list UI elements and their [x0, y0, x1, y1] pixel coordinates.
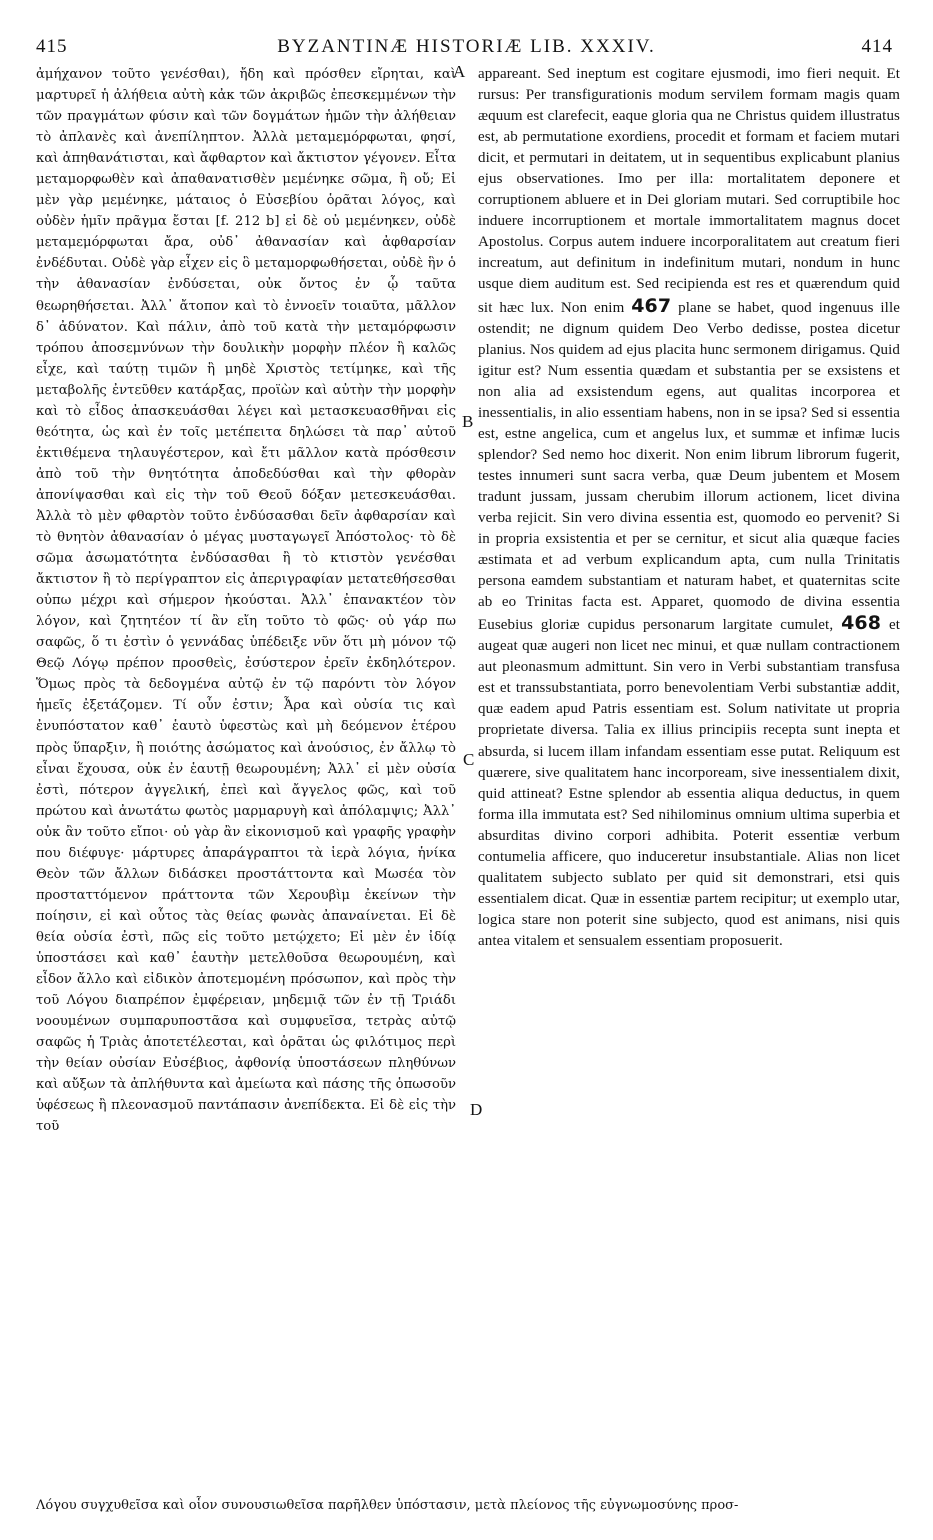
bottom-greek-line: Λόγου συγχυθεῖσα καὶ οἷον συνουσιωθεῖσα παρῆλθεν ὑπόστασιν, μετὰ πλείονος τῆς εὐγνωμοσύνης προσ-: [36, 1498, 739, 1513]
page-mark-467: 467: [631, 294, 672, 317]
latin-text-part-2: plane se habet, quod ingenuus ille ostendit; ne dignum quidem Deo Verbo dedisse, postea dicetur planius. Nos quidem ad ejus placita hunc sermonem dirigamus. Quid igitur est? Num essentia quædam et substantia per se exsistens et non alia ad exsistendum egens, aut qualitas incorporea et inessentialis, in alio essentiam habens, non in se ipsa? Sed si essentia est, estne angelica, cum et angelus lux, et summæ et infimæ lucis splendor? Sed nemo hoc dixerit. Non enim librum librorum fugerit, testes innumeri sunt sacra verba, quæ Deum jubentem et Mosem tradunt jussam, jussam cherubim illorum actionem, licet divina verba rejicit. Sin vero divina essentia est, quomodo eo pervenit? Si in propria exsistentia et per se cernitur, et sicut alia quæque facies æstimata et ad verbum explicandum apta, cum nulla Trinitatis persona eamdem substantiam et naturam habet, et quaternitas scite ab eo Trinitas facta est. Apparet, quomodo de divina essentia Eusebius gloriæ cupidus personarum largitate cumulet,: [478, 299, 900, 634]
page-mark-468: 468: [841, 612, 882, 635]
section-marker-a: A: [453, 62, 466, 81]
latin-text-part-3: et augeat quæ augeri non licet nec minui, et quæ nullam contractionem aut pleonasmum admittunt. Sin vero in Verbi substantiam transfusa est et transsubstantiata, porro benevolentiam Verbi substantiæ addit, quæ eadem apud Patris essentiam est. Solum nativitate ut propria proprietate diversa. Talia ex illius principiis recepta sunt inepta et absurda, si lucem illam infandam essentiam esse putat. Reliquum est quærere, sive qualitatem hanc incorpoream, sive inessentialem dixit, quid attineat? Estne splendor ab essentia aliqua deductus, in quem forma illa immutata est? Sed nihilominus omnium ultima superbia et absurditas divino corpori adhibita. Poterit essentiæ verbum contumelia afficere, quo induceretur insubstantiale. Alias non licet qualitatem subjecto sublato per quid sit demonstrari, etsi quis essentialem dicat. Quæ in essentiæ partem recipitur; ut exemplo utar, logica stare non poterit sine subjecto, quod est animans, nisi quis antea vitalem et sensualem essentiam proposuerit.: [478, 617, 900, 949]
greek-column: [36, 64, 456, 1494]
section-marker-c: C: [463, 750, 475, 769]
latin-column: [478, 64, 900, 1494]
running-header: [0, 36, 933, 60]
greek-paragraph: ἀμήχανον τοῦτο γενέσθαι), ἤδη καὶ πρόσθεν εἴρηται, καὶ μαρτυρεῖ ἡ ἀλήθεια αὐτὴ κἀκ τῶν ἀκριβῶς ἐπεσκεμμένων τὴν τῶν πραγμάτων φύσιν καὶ τῶν δογμάτων ἡμῶν τὴν ἀλήθειαν τὸ ἀπλανὲς καὶ ἀνεπίληπτον. Ἀλλὰ μεταμεμόρφωται, φησί, καὶ ἀπηθανάτισται, καὶ ἄφθαρτον καὶ ἄκτιστον γέγονεν. Εἶτα μεταμορφωθὲν καὶ ἀπαθανατισθὲν μεμένηκε σῶμα, ἢ οὔ; Εἰ μὲν γὰρ μεμένηκε, μάταιος ὁ Εὐσεβίου ὁρᾶται λόγος, καὶ οὐδὲν ἡμῖν πρᾶγμα ἔσται [f. 212 b] εἰ δὲ οὐ μεμένηκεν, οὐδὲ μεταμεμόρφωται ἄρα, οὐδ᾽ ἀθανασίαν καὶ ἀφθαρσίαν ἐνδέδυται. Οὐδὲ γὰρ εἶχεν εἰς ὃ μεταμορφωθήσεται, οὐδὲ ἣν ὁ τὴν ἀθανασίαν ἐνδύσεται, οὐκ ὄντος ἐν ᾧ ταῦτα θεωρηθήσεται. Ἀλλ᾽ ἄτοπον καὶ τὸ ἐννοεῖν τοιαῦτα, μᾶλλον δ᾽ ἀδύνατον. Καὶ πάλιν, ἀπὸ τοῦ κατὰ τὴν μεταμόρφωσιν τρόπου ἀποσεμνύνων τὴν δουλικὴν μορφὴν πλέον ἢ καλῶς εἶχε, καὶ ταύτῃ τιμῶν ἣ μηδὲ Χριστὸς τετίμηκε, καὶ τῆς μεταβολῆς ἐντεῦθεν κατάρξας, προϊὼν καὶ αὐτὴν τὴν μορφὴν καὶ τὸ εἶδος ἀπασκευάσθαι λέγει καὶ μετασκευασθῆναι εἰς θεότητα, ὡς καὶ ἐν τοῖς μετέπειτα δηλώσει τὰ παρ᾽ αὐτοῦ ἐκτιθέμενα τηλαυγέστερον, καὶ ἔτι μᾶλλον κατὰ πρόσθεσιν ἀπὸ τοῦ τὴν θνητότητα ἀποδεδύσθαι καὶ τὴν φθορὰν ἀπονίψασθαι καὶ εἰς τὴν τοῦ Θεοῦ δόξαν μετεσκευάσθαι. Ἀλλὰ τὸ μὲν φθαρτὸν τοῦτο ἐνδύσασθαι δεῖν ἀφθαρσίαν καὶ τὸ θνητὸν ἀθανασίαν ὁ μέγας μυσταγωγεῖ Ἀπόστολος· τὸ δὲ σῶμα ἀσωματότητα ἐνδύσασθαι ἢ τὸ κτιστὸν γενέσθαι ἄκτιστον ἢ τὸ περίγραπτον εἰς ἀπεριγραφίαν μετατεθήσεσθαι οὐπω μέχρι καὶ σήμερον ἠκούσται. Ἀλλ᾽ ἐπανακτέον τὸν λόγον, καὶ ζητητέον τί ἂν εἴη τοῦτο τὸ φῶς· οὐ γάρ πω σαφῶς, ὅ τι ἐστὶν ὁ γεννάδας ὑπέδειξε νῦν ὅτι μὴ μόνον τῷ Θεῷ Λόγῳ πρέπον προσθεὶς, ἐσύστερον ἐρεῖν ἐκδηλότερον. Ὅμως πρὸς τὰ δεδογμένα αὐτῷ ἐν τῷ παρόντι τὸν λόγον ἡμεῖς ἐξετάζομεν. Τί οὖν ἐστιν; Ἆρα καὶ οὐσία τις καὶ ἐνυπόστατον καθ᾽ ἑαυτὸ ὑφεστὼς καὶ μὴ δεόμενον ἑτέρου πρὸς ὕπαρξιν, ἢ ποιότης ἀσώματος καὶ ἀνούσιος, ἐν ἄλλῳ τὸ εἶναι ἔχουσα, οὐκ ἐν ἑαυτῇ θεωρουμένη; Ἀλλ᾽ εἰ μὲν οὐσία ἐστὶ, πότερον ἀγγελική, ἐπεὶ καὶ ἄγγελος φῶς, καὶ τοῦ πρώτου καὶ ἀνωτάτω φωτὸς μαρμαρυγὴ καὶ ἀπόλαμψις; Ἀλλ᾽ οὐκ ἂν τοῦτο εἴποι· οὐ γὰρ ἂν εἰκονισμοῦ καὶ γραφῆς γραφὴν που διέφυγε· μάρτυρες ἀπαράγραπτοι τὰ ἱερὰ λόγια, ἡνίκα Θεὸν τῶν ἄλλων διδάσκει προστάττοντα καὶ Μωσέα τὸν προσταττόμενον πράττοντα τῶν Χερουβὶμ ἐκείνων τὴν ποίησιν, εἰ καὶ οὗτος τὰς θείας φωνὰς ἀπαναίνεται. Εἰ δὲ θεία οὐσία ἐστὶ, πῶς εἰς τοῦτο μετῴχετο; Εἰ μὲν ἐν ἰδίᾳ ὑποστάσει καὶ καθ᾽ ἑαυτὴν μετελθοῦσα θεωρουμένη, καὶ εἶδον ἄλλο καὶ εἰδικὸν ἀποτεμομένη πρόσωπον, καὶ πρὸς τὴν τοῦ Λόγου διαπρέπον ἐμφέρειαν, μηδεμιᾷ τῶν ἐν τῇ Τριάδι νοουμένων συμπαρυποστᾶσα καὶ συμφυεῖσα, τετρὰς αὐτῷ σαφῶς ἡ Τριὰς ἀποτετέλεσται, καὶ ὁρᾶται ὡς φιλότιμος περὶ τὴν θείαν οὐσίαν Εὐσέβιος, ἀφθονίᾳ ὑποστάσεων πληθύνων καὶ αὔξων τὰ ἀπλήθυντα καὶ ἀμείωτα καὶ πάσης τῆς ὁπωσοῦν ὑφέσεως ἢ πλεονασμοῦ παντάπασιν ἀνεπίδεκτα. Εἰ δὲ εἰς τὴν τοῦ: [36, 67, 456, 1135]
section-marker-b: B: [462, 412, 474, 431]
running-title: BYZANTINÆ HISTORIÆ LIB. XXXIV.: [277, 36, 656, 57]
page-number-right: 414: [861, 36, 893, 57]
latin-paragraph: [478, 64, 900, 952]
section-marker-d: D: [470, 1100, 483, 1119]
page-number-left: 415: [36, 36, 68, 57]
latin-text-part-1: appareant. Sed ineptum est cogitare ejusmodi, imo fieri nequit. Et rursus: Per transfigurationis modum servilem formam magis quam æquum est clarefecit, eaque gloria qua ne Christus quidem illustratus est, ab permutatione exordiens, procedit et formam et faciem mutari dicit, et permutari in deitatem, ut in sequentibus explicabunt planius ejus observationes. Imo per illa: mortalitatem deponere et corruptionem abluere et in Dei gloriam mutari. Sed corruptibile hoc induere incorruptionem et mortale immortalitatem magnus docet Apostolus. Corpus autem induere incorporalitatem aut creatum fieri increatum, aut definitum in indefinitum mutari, nondum in hunc usque diem auditum est. Sed recipienda est res et quærendum quid sit hæc lux. Non enim: [478, 66, 900, 316]
